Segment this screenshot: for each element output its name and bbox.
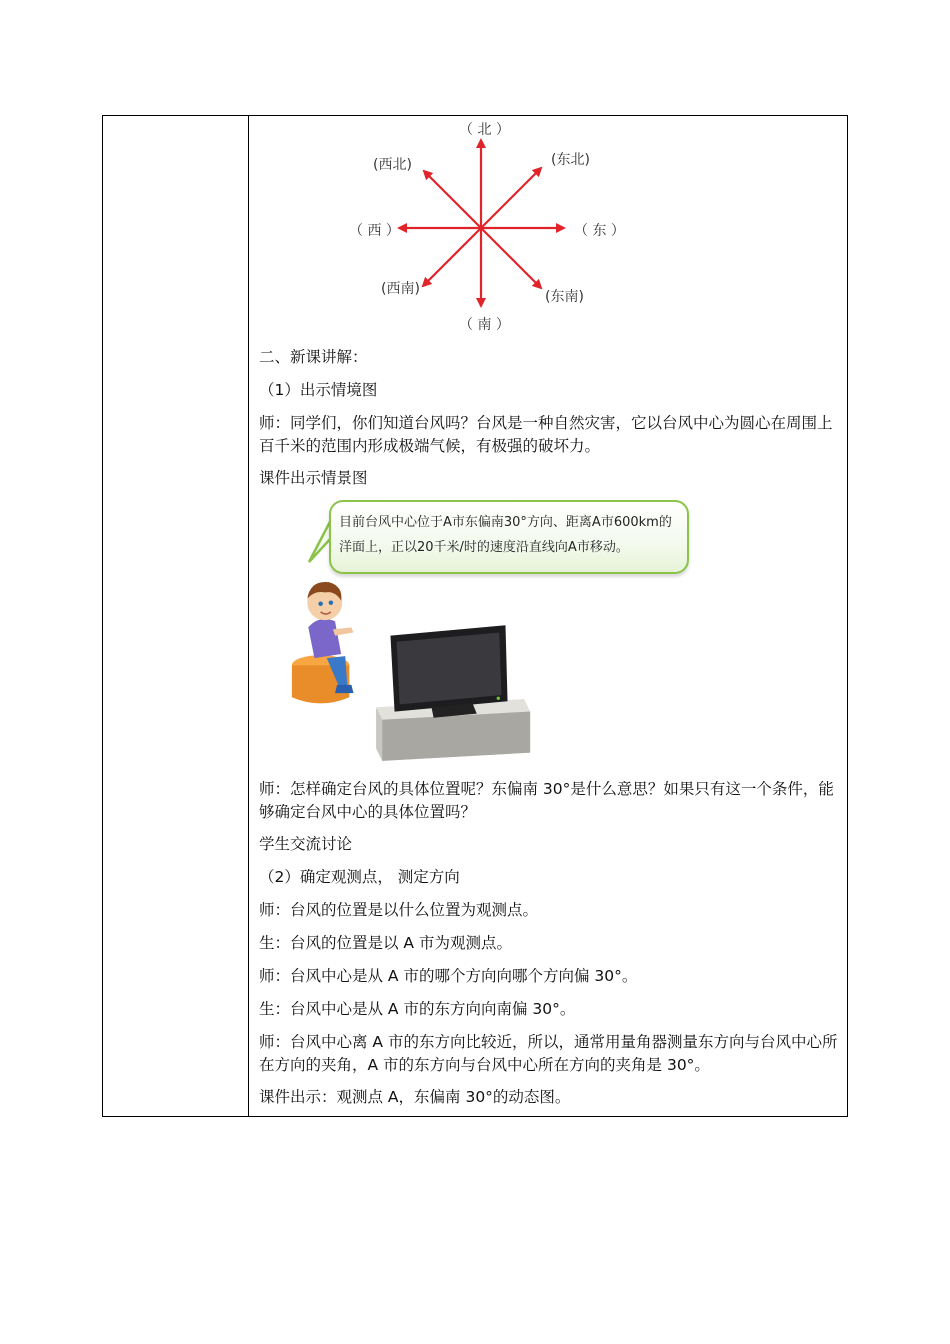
label-east: （ 东 ）: [574, 223, 625, 239]
arrow-northwest: [424, 171, 481, 228]
boy-watching-tv-illustration: [271, 576, 551, 766]
dialog-line: 生：台风的位置是以 A 市为观测点。: [259, 934, 512, 952]
label-southwest: (西南): [381, 281, 420, 297]
right-column: [249, 116, 847, 1116]
dialog-line: 师：台风中心是从 A 市的哪个方向向哪个方向偏 30°。: [259, 967, 638, 985]
lesson-table: [102, 115, 848, 1117]
speech-bubble: 目前台风中心位于A市东偏南30°方向、距离A市600km的洋面上，正以20千米/时的速度沿直线向A市移动。: [329, 500, 689, 574]
arrow-southeast: [481, 228, 541, 288]
label-southeast: (东南): [545, 289, 584, 305]
step-1-heading: （1）出示情境图: [259, 381, 378, 399]
label-northeast: (东北): [551, 152, 590, 168]
arrow-southwest: [423, 228, 481, 286]
courseware-scene: 课件出示情景图: [259, 469, 368, 487]
step-2-heading: （2）确定观测点， 测定方向: [259, 868, 460, 886]
label-north: （ 北 ）: [459, 122, 510, 138]
compass-diagram: [289, 116, 629, 341]
label-south: （ 南 ）: [459, 317, 510, 333]
label-west: （ 西 ）: [349, 223, 400, 239]
student-discussion: 学生交流讨论: [259, 835, 353, 853]
dialog-line: 课件出示：观测点 A，东偏南 30°的动态图。: [259, 1088, 571, 1106]
dialog-line: 师：台风的位置是以什么位置为观测点。: [259, 901, 539, 919]
label-northwest: (西北): [373, 157, 412, 173]
dialog-line: 生：台风中心是从 A 市的东方向向南偏 30°。: [259, 1000, 576, 1018]
teacher-intro: 师：同学们，你们知道台风吗？台风是一种自然灾害，它以台风中心为圆心在周围上百千米的范围内形成极端气候，有极强的破坏力。: [259, 414, 833, 455]
dialog-line: 师：台风中心离 A 市的东方向比较近，所以，通常用量角器测量东方向与台风中心所在方向的夹角，A 市的东方向与台风中心所在方向的夹角是 30°。: [259, 1033, 838, 1074]
teacher-question: 师：怎样确定台风的具体位置呢？东偏南 30°是什么意思？如果只有这一个条件，能够确定台风中心的具体位置吗？: [259, 780, 834, 821]
left-column: [103, 116, 249, 1116]
section-title: 二、新课讲解：: [259, 348, 368, 366]
arrow-northeast: [481, 168, 541, 228]
